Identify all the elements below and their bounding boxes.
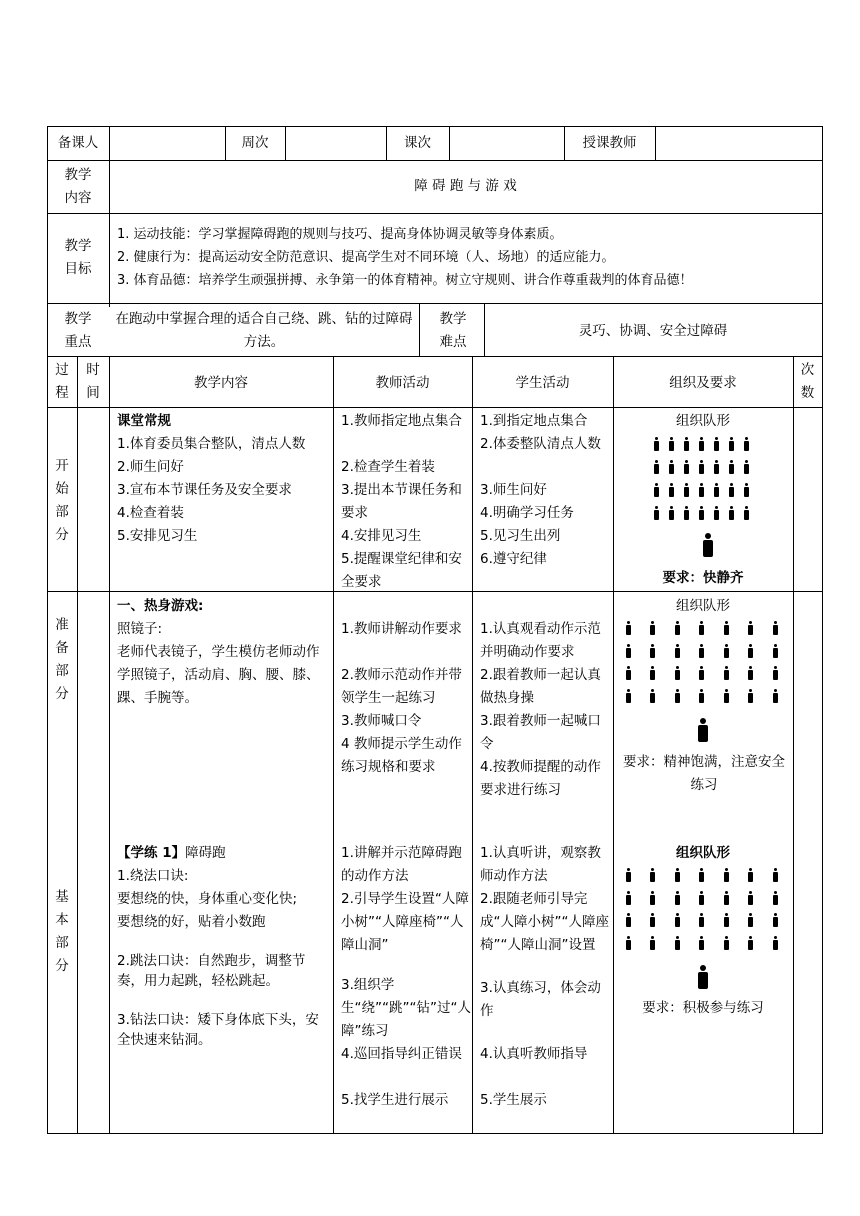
student-figure-icon: [723, 891, 729, 905]
student-figure-icon: [674, 689, 680, 703]
student-figure-icon: [748, 689, 754, 703]
student-figure-icon: [772, 689, 778, 703]
student-figure-icon: [668, 437, 674, 451]
student-figure-icon: [625, 891, 631, 905]
teacher-figure-icon: [697, 965, 709, 989]
student-figure-icon: [674, 913, 680, 927]
section-content-title: 一、热身游戏:: [117, 598, 204, 614]
teacher-activity: 4 教师提示学生动作练习规格和要求: [341, 736, 462, 775]
student-figure-icon: [650, 868, 656, 882]
content-line: 老师代表镜子，学生模仿老师动作学照镜子，活动肩、胸、腰、膝、踝、手腕等。: [117, 644, 320, 706]
section-content-title: 【学练 1】障碍跑: [117, 845, 226, 861]
table-border: [47, 1133, 823, 1134]
week-label: 周次: [241, 135, 269, 151]
table-border: [449, 126, 450, 160]
content-line: 要想绕的好，贴着小数跑: [117, 914, 266, 930]
student-figure-icon: [728, 483, 734, 497]
col-content: 教学内容: [194, 375, 248, 391]
student-activity: 5.见习生出列: [480, 528, 561, 544]
student-figure-icon: [723, 621, 729, 635]
col-organization: 组织及要求: [669, 375, 737, 391]
student-figure-icon: [674, 868, 680, 882]
goal-item: 2. 健康行为：提高运动安全防范意识、提高学生对不同环境（人、场地）的适应能力。: [117, 250, 615, 265]
goal-item: 3. 体育品德：培养学生顽强拼搏、永争第一的体育精神。树立守规则、讲合作尊重裁判的体育品德！: [117, 273, 693, 288]
student-figure-icon: [743, 437, 749, 451]
student-figure-icon: [699, 936, 705, 950]
student-figure-icon: [748, 936, 754, 950]
student-figure-icon: [699, 621, 705, 635]
preparer-label: 备课人: [57, 135, 99, 151]
content-line: 要想绕的快，身体重心变化快;: [117, 891, 298, 907]
table-border: [47, 126, 823, 127]
content-line: 2.跳法口诀：自然跑步，调整节奏，用力起跳，轻松跳起。: [117, 953, 306, 989]
student-figure-icon: [674, 644, 680, 658]
teacher-activity: 5.提醒课堂纪律和安全要求: [341, 551, 462, 590]
table-border: [109, 126, 110, 307]
teacher-activity: 5.找学生进行展示: [341, 1092, 449, 1108]
student-figure-icon: [625, 913, 631, 927]
student-figure-icon: [748, 666, 754, 680]
student-figure-icon: [683, 460, 689, 474]
content-label: 教学内容: [64, 167, 92, 206]
teacher-activity: 3.提出本节课任务和要求: [341, 482, 462, 521]
content-line: 3.钻法口诀：矮下身体底下头，安全快速来钻洞。: [117, 1012, 319, 1048]
key-points-value: 在跑动中掌握合理的适合自己绕、跳、钻的过障碍方法。: [115, 311, 413, 350]
org-title: 组织队形: [676, 413, 730, 429]
student-figure-icon: [713, 483, 719, 497]
org-title: 组织队形: [676, 598, 730, 614]
student-figure-icon: [650, 913, 656, 927]
student-figure-icon: [674, 891, 680, 905]
student-activity: 1.到指定地点集合: [480, 413, 588, 429]
table-border: [109, 356, 110, 1134]
student-activity: 4.认真听教师指导: [480, 1046, 588, 1062]
table-border: [333, 356, 334, 1134]
student-figure-icon: [723, 868, 729, 882]
student-figure-icon: [743, 483, 749, 497]
table-border: [655, 126, 656, 160]
student-figure-icon: [650, 644, 656, 658]
content-value: 障 碍 跑 与 游 戏: [414, 178, 517, 194]
student-figure-icon: [699, 868, 705, 882]
student-activity: 4.明确学习任务: [480, 505, 574, 521]
student-figure-icon: [698, 460, 704, 474]
table-border: [47, 213, 823, 214]
student-figure-icon: [674, 621, 680, 635]
content-line: 1.绕法口诀:: [117, 868, 189, 884]
org-requirement: 要求：快静齐: [662, 570, 744, 586]
teacher-activity: 3.组织学生“绕”“跳”“钻”过“人障”练习: [341, 977, 471, 1039]
student-figure-icon: [748, 913, 754, 927]
teacher-activity: 2.教师示范动作并带领学生一起练习: [341, 667, 462, 706]
table-border: [419, 303, 420, 356]
student-activity: 2.体委整队清点人数: [480, 436, 601, 452]
student-figure-icon: [699, 644, 705, 658]
student-activity: 1.认真听讲，观察教师动作方法: [480, 845, 601, 884]
teacher-label: 授课教师: [582, 135, 637, 151]
student-figure-icon: [698, 506, 704, 520]
student-figure-icon: [668, 506, 674, 520]
student-activity: 3.师生问好: [480, 482, 547, 498]
student-figure-icon: [650, 621, 656, 635]
student-figure-icon: [748, 621, 754, 635]
org-requirement: 要求：精神饱满，注意安全练习: [623, 754, 785, 793]
student-figure-icon: [683, 437, 689, 451]
teacher-activity: 2.检查学生着装: [341, 459, 435, 475]
student-figure-icon: [728, 460, 734, 474]
student-figure-icon: [653, 437, 659, 451]
student-figure-icon: [674, 936, 680, 950]
table-border: [47, 356, 823, 357]
student-activity: 1.认真观看动作示范并明确动作要求: [480, 621, 601, 660]
student-figure-icon: [743, 506, 749, 520]
student-activity: 4.按教师提醒的动作要求进行练习: [480, 759, 601, 798]
phase-label: 开始部分: [55, 458, 69, 543]
goal-item: 1. 运动技能：学习掌握障碍跑的规则与技巧、提高身体协调灵敏等身体素质。: [117, 227, 563, 242]
teacher-activity: 3.教师喊口令: [341, 713, 422, 729]
student-figure-icon: [723, 644, 729, 658]
student-figure-icon: [625, 621, 631, 635]
formation-diagram: [613, 433, 793, 563]
student-figure-icon: [650, 689, 656, 703]
student-figure-icon: [668, 460, 674, 474]
teacher-activity: 1.教师指定地点集合: [341, 413, 462, 429]
student-figure-icon: [674, 666, 680, 680]
student-figure-icon: [748, 868, 754, 882]
student-figure-icon: [728, 437, 734, 451]
student-figure-icon: [683, 483, 689, 497]
student-figure-icon: [625, 644, 631, 658]
content-line: 5.安排见习生: [117, 528, 198, 544]
student-activity: 5.学生展示: [480, 1092, 547, 1108]
lesson-label: 课次: [404, 135, 431, 151]
student-figure-icon: [698, 437, 704, 451]
content-line: 照镜子:: [117, 621, 163, 637]
student-figure-icon: [772, 868, 778, 882]
student-figure-icon: [625, 666, 631, 680]
student-figure-icon: [772, 913, 778, 927]
teacher-activity: 4.巡回指导纠正错误: [341, 1046, 462, 1062]
teacher-activity: 4.安排见习生: [341, 528, 422, 544]
student-figure-icon: [772, 666, 778, 680]
student-figure-icon: [772, 891, 778, 905]
content-line: 2.师生问好: [117, 459, 184, 475]
student-figure-icon: [650, 936, 656, 950]
table-border: [47, 160, 823, 161]
student-figure-icon: [650, 891, 656, 905]
student-activity: 2.跟着教师一起认真做热身操: [480, 667, 601, 706]
student-figure-icon: [772, 621, 778, 635]
student-figure-icon: [653, 506, 659, 520]
student-figure-icon: [698, 483, 704, 497]
org-title: 组织队形: [676, 845, 730, 861]
student-figure-icon: [625, 689, 631, 703]
section-content-title: 课堂常规: [117, 413, 171, 429]
phase-label: 准备部分: [55, 617, 69, 702]
student-figure-icon: [723, 666, 729, 680]
formation-diagram: [613, 618, 793, 743]
student-figure-icon: [748, 891, 754, 905]
table-border: [47, 407, 823, 408]
content-line: 3.宣布本节课任务及安全要求: [117, 482, 292, 498]
col-process: 过程: [55, 362, 69, 401]
student-figure-icon: [748, 644, 754, 658]
student-figure-icon: [653, 483, 659, 497]
student-activity: 3.认真练习，体会动作: [480, 980, 601, 1019]
student-figure-icon: [699, 666, 705, 680]
student-activity: 6.遵守纪律: [480, 551, 547, 567]
teacher-activity: 2.引导学生设置“人障小树”“人障座椅”“人障山洞”: [341, 891, 469, 953]
org-requirement: 要求：积极参与练习: [642, 1000, 764, 1016]
student-figure-icon: [699, 913, 705, 927]
student-activity: 3.跟着教师一起喊口令: [480, 713, 601, 752]
student-figure-icon: [723, 913, 729, 927]
col-time: 时间: [86, 362, 100, 401]
student-figure-icon: [743, 460, 749, 474]
student-figure-icon: [723, 936, 729, 950]
teacher-activity: 1.教师讲解动作要求: [341, 621, 462, 637]
table-border: [793, 356, 794, 1134]
student-figure-icon: [713, 460, 719, 474]
student-figure-icon: [653, 460, 659, 474]
difficulty-label: 教学难点: [439, 311, 467, 350]
table-border: [822, 126, 823, 1134]
col-student: 学生活动: [515, 375, 570, 391]
student-figure-icon: [772, 644, 778, 658]
key-points-label: 教学重点: [64, 311, 92, 350]
student-figure-icon: [625, 868, 631, 882]
student-figure-icon: [625, 936, 631, 950]
student-figure-icon: [699, 891, 705, 905]
student-figure-icon: [772, 936, 778, 950]
difficulty-value: 灵巧、协调、安全过障碍: [578, 323, 728, 339]
table-border: [285, 126, 286, 160]
student-figure-icon: [713, 506, 719, 520]
phase-label: 基本部分: [55, 889, 69, 974]
student-figure-icon: [668, 483, 674, 497]
content-line: 4.检查着装: [117, 505, 184, 521]
table-border: [472, 356, 473, 1134]
content-line: 1.体育委员集合整队，清点人数: [117, 436, 306, 452]
student-figure-icon: [683, 506, 689, 520]
student-figure-icon: [728, 506, 734, 520]
col-teacher: 教师活动: [375, 375, 430, 391]
student-activity: 2.跟随老师引导完成“人障小树”“人障座椅”“人障山洞”设置: [480, 891, 609, 953]
table-border: [47, 303, 823, 304]
student-figure-icon: [699, 689, 705, 703]
student-figure-icon: [713, 437, 719, 451]
student-figure-icon: [650, 666, 656, 680]
formation-diagram: [613, 865, 793, 995]
goals-label: 教学目标: [64, 238, 92, 277]
col-count: 次数: [800, 362, 815, 401]
teacher-figure-icon: [697, 718, 709, 742]
teacher-activity: 1.讲解并示范障碍跑的动作方法: [341, 845, 462, 884]
table-border: [77, 356, 78, 1134]
student-figure-icon: [723, 689, 729, 703]
teacher-figure-icon: [702, 533, 714, 557]
